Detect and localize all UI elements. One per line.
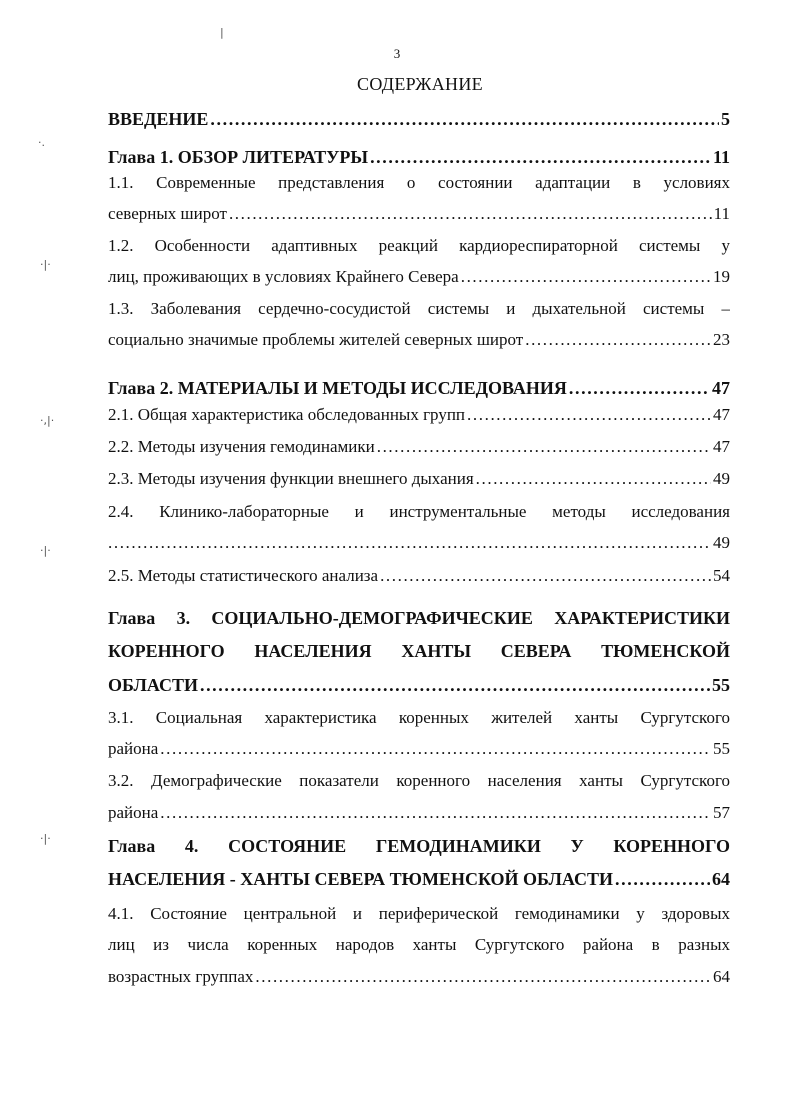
entry-title: 2.3. Методы изучения функции внешнего дыхания (108, 469, 474, 488)
dot-leader (108, 530, 711, 556)
dot-leader (200, 672, 710, 698)
entry-page: 47 (713, 405, 730, 424)
scan-artifact: ·|· (40, 544, 51, 557)
dot-leader (467, 402, 711, 428)
entry-page: 11 (712, 147, 730, 167)
entry-page: 64 (712, 869, 730, 889)
dot-leader (255, 964, 711, 990)
scan-artifact: ·. (38, 136, 45, 149)
scan-artifact: | (220, 26, 224, 39)
entry-title: ОБЛАСТИ (108, 675, 198, 695)
entry-page: 49 (713, 533, 730, 552)
toc-entry-3-2-cont[interactable] (108, 800, 730, 826)
toc-entry-chapter-1[interactable] (108, 144, 730, 170)
toc-entry-2-4[interactable]: 2.4. Клинико-лабораторные и инструментальные методы исследования (108, 502, 730, 521)
entry-title: района (108, 739, 159, 758)
toc-entry-1-3[interactable]: 1.3. Заболевания сердечно-сосудистой системы и дыхательной системы – (108, 299, 730, 318)
toc-entry-1-1[interactable]: 1.1. Современные представления о состоянии адаптации в условиях (108, 173, 730, 192)
toc-entry-4-1[interactable]: 4.1. Состояние центральной и периферической гемодинамики у здоровых (108, 904, 730, 923)
dot-leader (377, 434, 711, 460)
toc-entry-introduction[interactable] (108, 106, 730, 132)
entry-page: 55 (713, 739, 730, 758)
toc-entry-1-2[interactable]: 1.2. Особенности адаптивных реакций кардиореспираторной системы у (108, 236, 730, 255)
dot-leader (160, 736, 711, 762)
entry-page: 11 (713, 204, 730, 223)
toc-entry-2-1[interactable] (108, 402, 730, 428)
toc-entry-3-1-cont[interactable] (108, 736, 730, 762)
entry-page: 47 (713, 437, 730, 456)
entry-title: района (108, 803, 159, 822)
toc-title: СОДЕРЖАНИЕ (357, 74, 483, 94)
toc-entry-1-1-cont[interactable] (108, 201, 730, 227)
entry-page: 57 (713, 803, 730, 822)
toc-entry-3-1[interactable]: 3.1. Социальная характеристика коренных жителей ханты Сургутского (108, 708, 730, 727)
dot-leader (461, 264, 711, 290)
entry-title: НАСЕЛЕНИЯ - ХАНТЫ СЕВЕРА ТЮМЕНСКОЙ ОБЛАСТИ (108, 869, 614, 889)
toc-entry-chapter-3-cont[interactable]: КОРЕННОГО НАСЕЛЕНИЯ ХАНТЫ СЕВЕРА ТЮМЕНСКОЙ (108, 641, 730, 661)
dot-leader (476, 466, 711, 492)
scan-artifact: ·|· (40, 258, 51, 271)
entry-page: 23 (713, 330, 730, 349)
dot-leader (160, 800, 711, 826)
toc-entry-chapter-3-end[interactable] (108, 672, 730, 698)
entry-title: 2.2. Методы изучения гемодинамики (108, 437, 375, 456)
entry-page: 54 (713, 566, 730, 585)
dot-leader (210, 106, 719, 132)
entry-page: 64 (713, 967, 730, 986)
toc-entry-4-1-end[interactable] (108, 964, 730, 990)
dot-leader (525, 327, 711, 353)
dot-leader (380, 563, 711, 589)
toc-entry-4-1-cont[interactable]: лиц из числа коренных народов ханты Сургутского района в разных (108, 935, 730, 954)
entry-title: Глава 2. МАТЕРИАЛЫ И МЕТОДЫ ИССЛЕДОВАНИЯ (108, 378, 567, 398)
toc-entry-chapter-4[interactable]: Глава 4. СОСТОЯНИЕ ГЕМОДИНАМИКИ У КОРЕННОГО (108, 836, 730, 856)
dot-leader (615, 866, 710, 892)
entry-title: социально значимые проблемы жителей северных широт (108, 330, 524, 349)
toc-entry-2-5[interactable] (108, 563, 730, 589)
entry-page: 19 (713, 267, 730, 286)
entry-title: лиц, проживающих в условиях Крайнего Севера (108, 267, 459, 286)
toc-entry-chapter-4-cont[interactable] (108, 866, 730, 892)
entry-title: 2.1. Общая характеристика обследованных групп (108, 405, 466, 424)
toc-entry-2-2[interactable] (108, 434, 730, 460)
toc-entry-3-2[interactable]: 3.2. Демографические показатели коренного населения ханты Сургутского (108, 771, 730, 790)
dot-leader (370, 144, 711, 170)
toc-entry-chapter-2[interactable] (108, 375, 730, 401)
entry-title: возрастных группах (108, 967, 254, 986)
toc-entry-2-4-cont[interactable] (108, 530, 730, 556)
entry-title: Глава 1. ОБЗОР ЛИТЕРАТУРЫ (108, 147, 369, 167)
toc-entry-1-3-cont[interactable] (108, 327, 730, 353)
entry-title: ВВЕДЕНИЕ (108, 109, 209, 129)
scan-artifact: ·|· (40, 832, 51, 845)
entry-page: 47 (712, 378, 730, 398)
entry-page: 49 (713, 469, 730, 488)
toc-entry-1-2-cont[interactable] (108, 264, 730, 290)
entry-title: северных широт (108, 204, 227, 223)
toc-entry-chapter-3[interactable]: Глава 3. СОЦИАЛЬНО-ДЕМОГРАФИЧЕСКИЕ ХАРАКТЕРИСТИКИ (108, 608, 730, 628)
page-number: 3 (393, 46, 401, 61)
dot-leader (229, 201, 712, 227)
entry-title: 2.5. Методы статистического анализа (108, 566, 379, 585)
entry-page: 55 (712, 675, 730, 695)
scan-artifact: ·,|· (40, 414, 55, 427)
dot-leader (569, 375, 710, 401)
toc-entry-2-3[interactable] (108, 466, 730, 492)
entry-page: 5 (721, 109, 730, 129)
